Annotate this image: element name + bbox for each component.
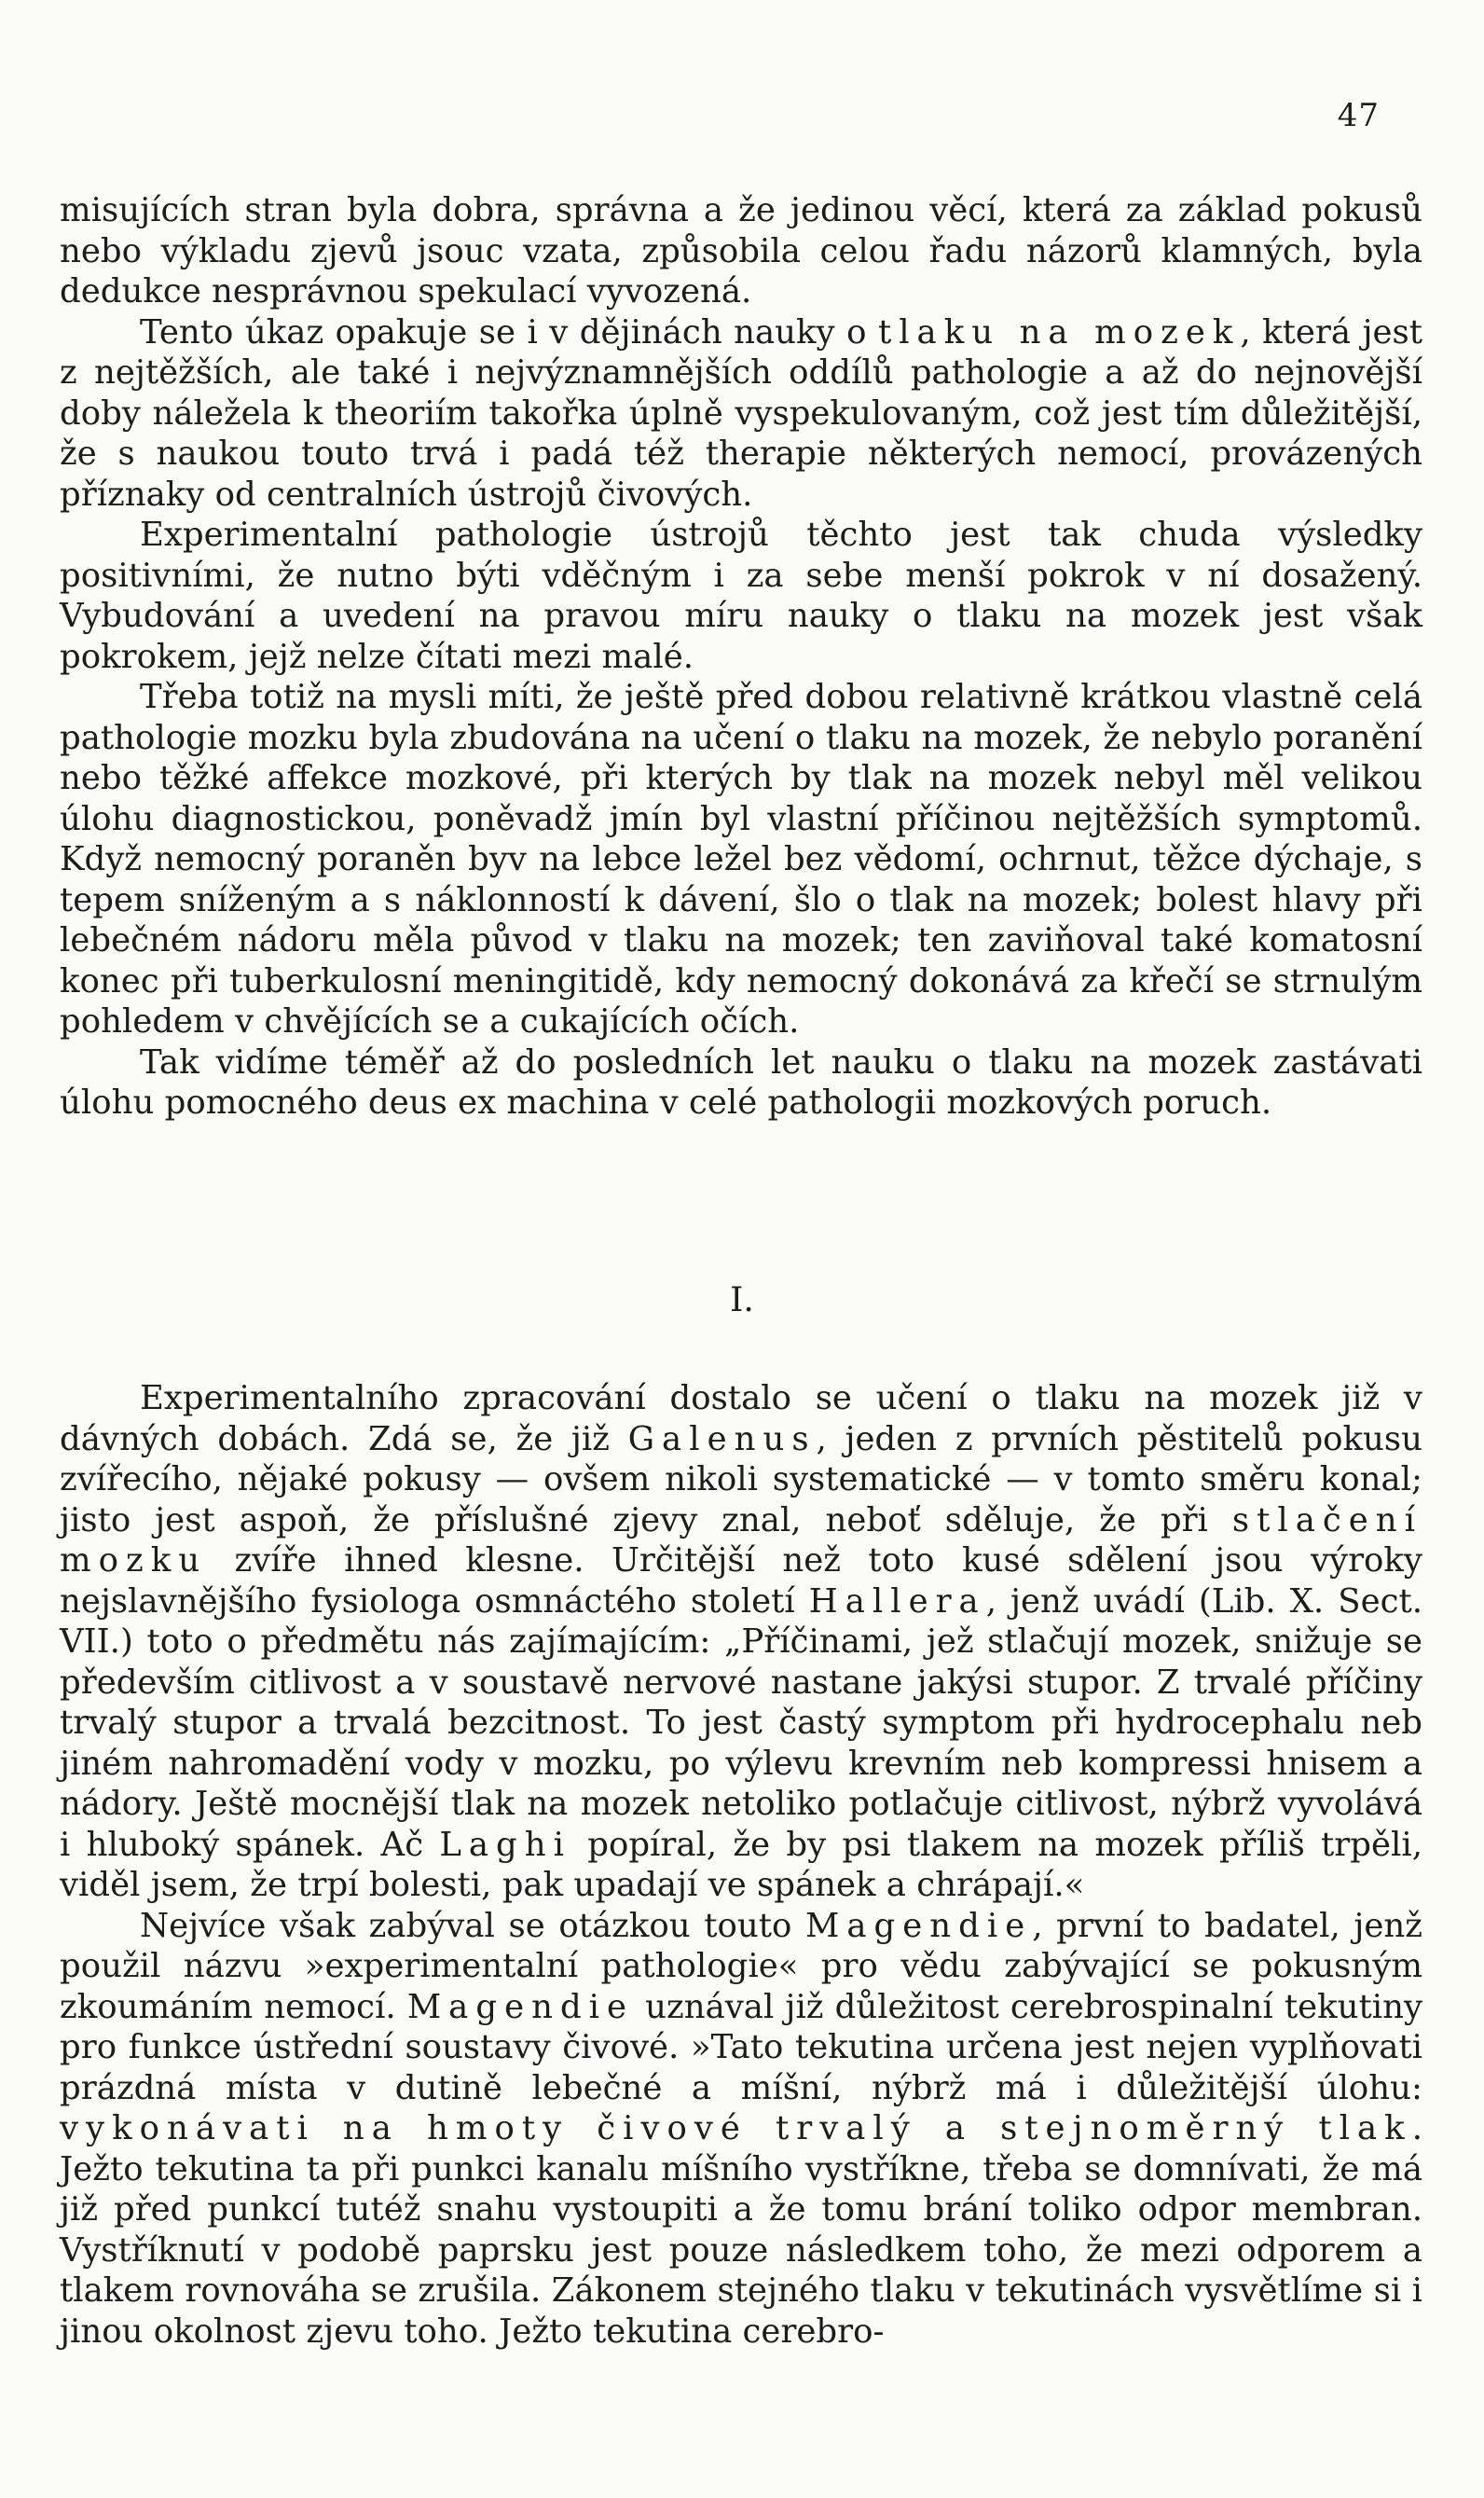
section-heading: I. — [730, 1281, 754, 1319]
body-text-before-section — [60, 190, 1422, 1124]
paragraph-text: popíral, že by psi tlakem na mozek příliš trpěli, viděl jsem, že trpí bolesti, pak upadají ve spánek a chrápají.« — [60, 1825, 1422, 1904]
paragraph-experimental-pathology: Experimentalní pathologie ústrojů těchto jest tak chuda výsledky positivními, že nutno býti vděčným i za sebe menší pokrok v ní dosažený. Vybudování a uvedení na pravou míru nauky o tlaku na mozek jest však pokrokem, jejž nelze čítati mezi malé. — [60, 516, 1422, 676]
paragraph-continuation: misujících stran byla dobra, správna a že jedinou věcí, která za základ pokusů nebo výkladu zjevů jsouc vzata, způsobila celou řadu názorů klamných, byla dedukce nesprávnou spekulací vyvozená. — [60, 191, 1422, 311]
paragraph-magendie — [60, 1906, 1422, 2353]
emphasized-name: Galenus — [627, 1419, 817, 1458]
emphasized-name: Laghi — [439, 1825, 571, 1864]
body-text-section-one — [60, 1378, 1422, 2352]
paragraph-history: Třeba totiž na mysli míti, že ještě před dobou relativně krátkou vlastně celá pathologie mozku byla zbudována na učení o tlaku na mozek, že nebylo poranění nebo těžké affekce mozkové, při kterých by tlak na mozek nebyl měl velikou úlohu diagnostickou, poněvadž jmín byl vlastní příčinou nejtěžších symptomů. Když nemocný poraněn byv na lebce ležel bez vědomí, ochrnut, těžce dýchaje, s tepem sníženým a s náklonností k dávení, šlo o tlak na mozek; bolest hlavy při lebečném nádoru měla původ v tlaku na mozek; ten zaviňoval také komatosní konec při tuberkulosní meningitidě, kdy nemocný dokonává za křečí se strnulým pohledem v chvějících se a cukajících očích. — [60, 678, 1422, 1041]
emphasized-term: stlačení mozku — [60, 1500, 1422, 1580]
paragraph-text: Tento úkaz opakuje se i v dějinách nauky o — [140, 312, 878, 352]
page-number: 47 — [1337, 97, 1380, 134]
emphasized-term: vykonávati na hmoty čivové trvalý a stejnoměrný tlak — [60, 2109, 1412, 2147]
paragraph-text: Experimentalního zpracování dostalo se učení o tlaku na mozek již v dávných dobách. Zdá se, že již — [60, 1379, 1422, 1458]
paragraph-text: . Ježto tekutina ta při punkci kanalu míšního vystříkne, třeba se domnívati, že má již před punkcí tutéž snahu vystoupiti a že tomu brání toliko odpor membran. Vystříknutí v podobě paprsku jest pouze následkem toho, že mezi odporem a tlakem rovnováha se zrušila. Zákonem stejného tlaku v tekutinách vysvětlíme si i jinou okolnost zjevu toho. Ježto tekutina cerebro- — [60, 2109, 1422, 2351]
paragraph-text: uznával již důležitost cerebrospinalní tekutiny pro funkce ústřední soustavy čivové. »Tato tekutina určena jest nejen vyplňovati prázdná místa v dutině lebečné a míšní, nýbrž má i důležitější úlohu: — [60, 1987, 1423, 2107]
paragraph-text: , jeden z prvních pěstitelů pokusu zvířecího, nějaké pokusy — ovšem nikoli systematické — v tomto směru konal; jisto jest aspoň, že příslušné zjevy znal, neboť sděluje, že při — [60, 1419, 1422, 1539]
emphasized-name: Hallera — [808, 1581, 986, 1621]
paragraph-text: , která jest z nejtěžších, ale také i nejvýznamnějších oddílů pathologie a až do nejnovější doby náležela k theoriím takořka úplně vyspekulovaným, což jest tím důležitější, že s naukou touto trvá i padá též therapie některých nemocí, provázených příznaky od centralních ústrojů čivových. — [60, 312, 1422, 514]
paragraph-text: Nejvíce však zabýval se otázkou touto — [140, 1906, 806, 1945]
paragraph-text: , jenž uvádí (Lib. X. Sect. VII.) toto o předmětu nás zajímajícím: „Příčinami, jež stlačují mozek, snižuje se především citlivost a v soustavě nervové nastane jakýsi stupor. Z trvalé příčiny trvalý stupor a trvalá bezcitnost. To jest častý symptom při hydrocephalu neb jiném nahromadění vody v mozku, po výlevu krevním neb kompressi hnisem a nádory. Ještě mocnější tlak na mozek netoliko potlačuje citlivost, nýbrž vyvolává i hluboký spánek. Ač — [60, 1581, 1423, 1864]
emphasized-name: Magendie — [406, 1987, 635, 2026]
paragraph-tlak-na-mozek — [60, 312, 1422, 516]
paragraph-text: zvíře ihned klesne. Určitější než toto kusé sdělení jsou výroky nejslavnějšího fysiologa osmnáctého století — [60, 1541, 1422, 1621]
paragraph-galenus-haller — [60, 1378, 1422, 1906]
emphasized-term: tlaku na mozek — [877, 312, 1241, 352]
paragraph-text: , první to badatel, jenž použil názvu »experimentalní pathologie« pro vědu zabývající se pokusným zkoumáním nemocí. — [60, 1906, 1422, 2026]
paragraph-deus-ex-machina: Tak vidíme téměř až do posledních let nauku o tlaku na mozek zastávati úlohu pomocného deus ex machina v celé pathologii mozkových poruch. — [60, 1042, 1422, 1122]
emphasized-name: Magendie — [805, 1906, 1033, 1945]
